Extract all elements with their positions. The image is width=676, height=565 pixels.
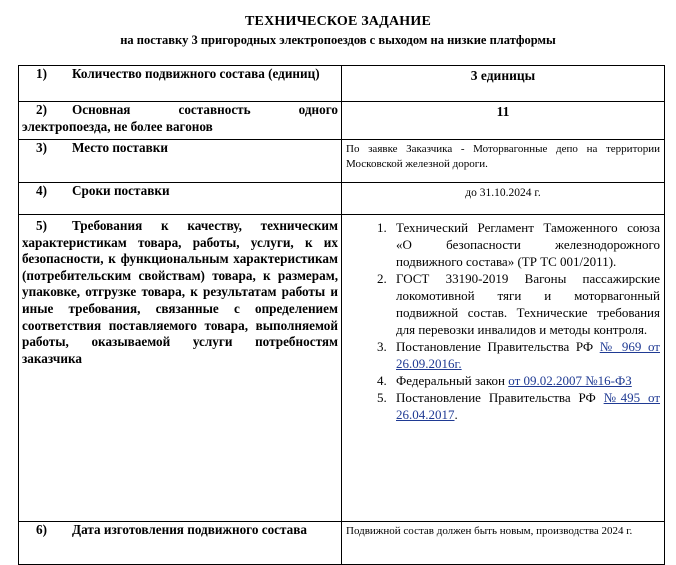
row-label-cell — [19, 215, 342, 522]
row-number: 6) — [36, 522, 47, 537]
row-label: Место поставки — [72, 140, 168, 155]
row-number: 2) — [36, 102, 47, 117]
row-label-cell — [19, 522, 342, 565]
row-label: Сроки поставки — [72, 183, 170, 198]
list-item — [390, 270, 660, 338]
table-row — [19, 183, 665, 215]
table-row — [19, 522, 665, 565]
table-row — [19, 140, 665, 183]
row-label: Количество подвижного состава (единиц) — [72, 66, 320, 81]
row-label: Требования к качеству, техническим характеристикам товара, работы, услуги, к их безопасности, к функциональным характеристикам (потребительским свойствам) товара, к размерам, упаковке, отгрузке товара, к результатам работы и иные требования, связанные с определением соответствия поставляемого товара, выполняемой работы, оказываемой услуги потребностям заказчика — [22, 218, 338, 366]
table-row — [19, 66, 665, 102]
spec-table — [18, 65, 665, 565]
row-label-cell — [19, 140, 342, 183]
list-item — [390, 372, 660, 389]
list-item — [390, 338, 660, 372]
table-row — [19, 102, 665, 140]
document-link[interactable]: №495 от 26.04.2017 — [396, 390, 661, 422]
document-link[interactable]: № 969 от 26.09.2016г. — [396, 339, 660, 371]
row-number: 4) — [36, 183, 47, 198]
row-label-cell — [19, 183, 342, 215]
row-value: 3 единицы — [342, 66, 665, 102]
requirements-list — [342, 219, 664, 423]
requirement-text: ГОСТ 33190-2019 Вагоны пассажирские локомотивной тяги и моторвагонный подвижной состав. Технические требования для перевозки инвалидов и методы контроля. — [396, 271, 660, 337]
row-number: 1) — [36, 66, 47, 81]
document-subtitle: на поставку 3 пригородных электропоездов с выходом на низкие платформы — [120, 33, 556, 47]
document-link[interactable]: от 09.02.2007 №16-ФЗ — [508, 373, 632, 388]
requirement-text: Постановление Правительства РФ — [396, 339, 600, 354]
row-label: Дата изготовления подвижного состава — [72, 522, 307, 537]
row-number: 5) — [36, 218, 47, 233]
document-title: ТЕХНИЧЕСКОЕ ЗАДАНИЕ — [245, 14, 431, 29]
row-value: 11 — [342, 102, 665, 140]
row-label-cell — [19, 66, 342, 102]
requirement-text: Технический Регламент Таможенного союза «О безопасности железнодорожного подвижного состава» (ТР ТС 001/2011). — [396, 220, 660, 269]
row-number: 3) — [36, 140, 47, 155]
table-row — [19, 215, 665, 522]
row-value: до 31.10.2024 г. — [342, 183, 665, 215]
row-label-cell — [19, 102, 342, 140]
row-label: Основная составность одного электропоезда, не более вагонов — [22, 102, 338, 134]
requirement-text: Постановление Правительства РФ — [396, 390, 604, 405]
requirements-cell — [342, 215, 665, 522]
list-item — [390, 389, 660, 423]
requirement-text: Федеральный закон — [396, 373, 509, 388]
list-item — [390, 219, 660, 270]
row-value: По заявке Заказчика - Моторвагонные депо на территории Московской железной дороги. — [342, 140, 665, 183]
row-value: Подвижной состав должен быть новым, производства 2024 г. — [342, 522, 665, 565]
requirement-tail: . — [454, 407, 458, 422]
